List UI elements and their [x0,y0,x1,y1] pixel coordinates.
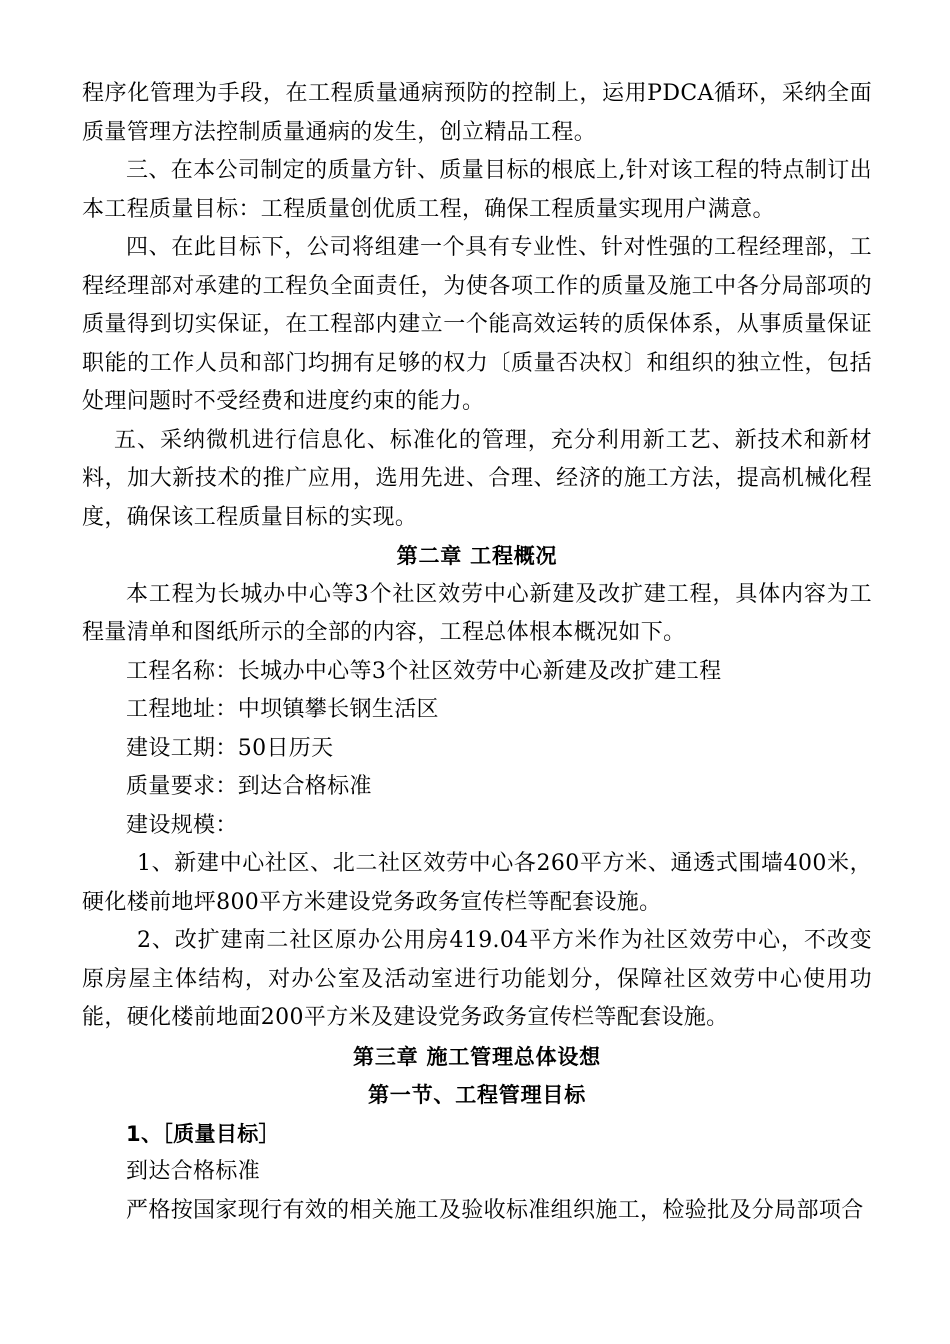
project-name: 工程名称：长城办中心等3个社区效劳中心新建及改扩建工程 [126,658,722,684]
quality-target-heading: 1、［质量目标］ [126,1121,280,1146]
paragraph-project-department: 四、在此目标下，公司将组建一个具有专业性、针对性强的工程经理部，工程经理部对承建的工程负全面责任，为使各项工作的质量及施工中各分局部项的质量得到切实保证，在工程部内建立一个能高效运转的质保体系，从事质量保证职能的工作人员和部门均拥有足够的权力〔质量否决权〕和组织的独立性，包括处理问题时不受经费和进度约束的能力。 [82,235,872,414]
paragraph-quality-goal: 三、在本公司制定的质量方针、质量目标的根底上,针对该工程的特点制订出本工程质量目标：工程质量创优质工程，确保工程质量实现用户满意。 [82,158,872,222]
chapter-two-intro: 本工程为长城办中心等3个社区效劳中心新建及改扩建工程，具体内容为工程量清单和图纸所示的全部的内容，工程总体根本概况如下。 [82,581,872,645]
section-one-title: 第一节、工程管理目标 [368,1083,586,1107]
construction-scale-item-1: 1、新建中心社区、北二社区效劳中心各260平方米、通透式围墙400米，硬化楼前地坪800平方米建设党务政务宣传栏等配套设施。 [82,851,872,915]
chapter-three-title: 第三章 施工管理总体设想 [353,1044,601,1069]
quality-requirement: 质量要求：到达合格标准 [126,774,372,799]
quality-target-description: 严格按国家现行有效的相关施工及验收标准组织施工，检验批及分局部项合 [126,1197,864,1223]
paragraph-informatization: 五、采纳微机进行信息化、标准化的管理，充分利用新工艺、新技术和新材料，加大新技术的推广应用，选用先进、合理、经济的施工方法，提高机械化程度，确保该工程质量目标的实现。 [82,427,872,530]
construction-scale-item-2: 2、改扩建南二社区原办公用房419.04平方米作为社区效劳中心，不改变原房屋主体结构，对办公室及活动室进行功能划分，保障社区效劳中心使用功能，硬化楼前地面200平方米及建设党务政务宣传栏等配套设施。 [82,928,872,1030]
project-address: 工程地址：中坝镇攀长钢生活区 [126,697,439,722]
paragraph-management-method: 程序化管理为手段，在工程质量通病预防的控制上，运用PDCA循环，采纳全面质量管理方法控制质量通病的发生，创立精品工程。 [82,81,872,145]
quality-target-value: 到达合格标准 [126,1159,261,1184]
construction-scale-label: 建设规模： [126,812,238,838]
chapter-two-title: 第二章 工程概况 [396,544,558,568]
construction-period: 建设工期：50日历天 [126,735,334,761]
document-content [82,75,872,1230]
